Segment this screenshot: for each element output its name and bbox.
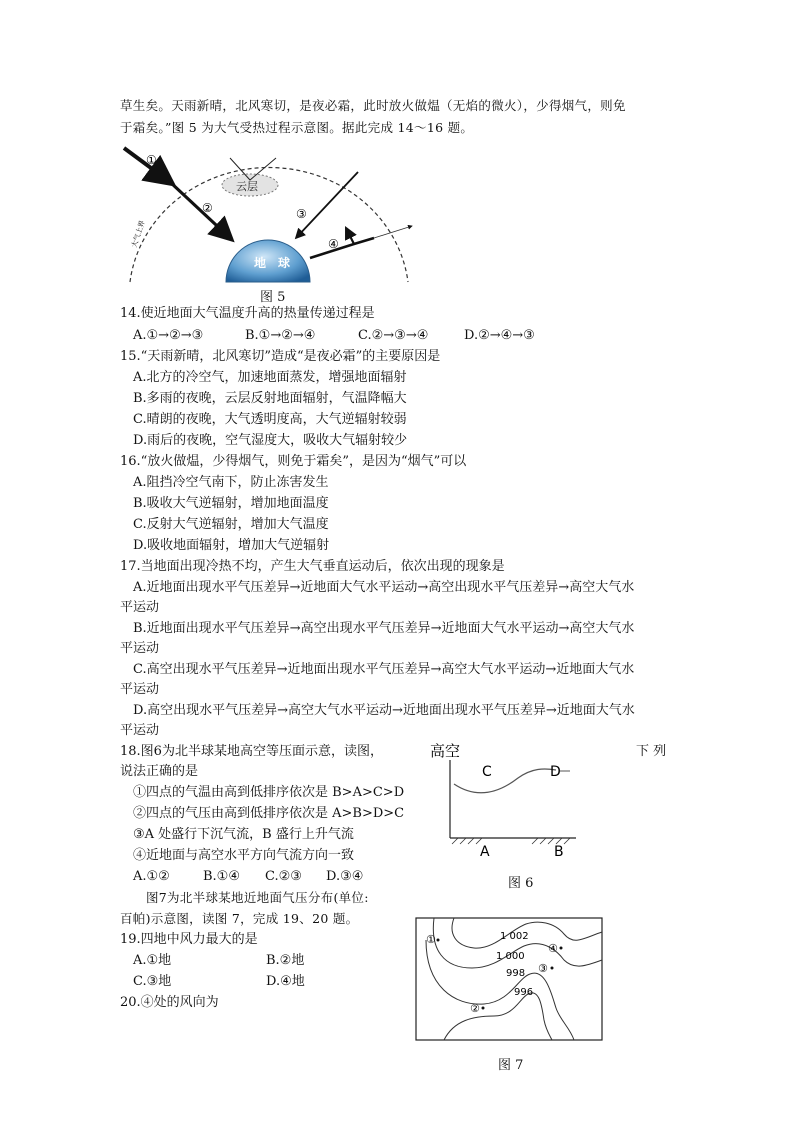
figure-7-caption: 图 7 [498, 1058, 524, 1073]
question-17-option-a-cont: 平运动 [120, 600, 160, 615]
point-a: A [480, 844, 490, 858]
point-b: B [554, 844, 564, 858]
isobaric-curve [454, 769, 556, 793]
question-20-stem: 20.④处的风向为 [120, 995, 219, 1010]
question-15-option-a: A.北方的冷空气，加速地面蒸发，增强地面辐射 [133, 370, 407, 385]
intro-19-line-1: 图7为北半球某地近地面气压分布(单位: [146, 890, 369, 905]
isobar-label-996: 996 [514, 987, 534, 998]
point-1: ① [426, 933, 436, 946]
point-4: ④ [548, 942, 558, 955]
arrow-2-line [170, 182, 230, 238]
question-15-option-d: D.雨后的夜晚，空气湿度大，吸收大气辐射较少 [133, 433, 408, 448]
question-19-stem: 19.四地中风力最大的是 [120, 932, 258, 947]
question-19-option-d: D.④地 [266, 974, 305, 989]
figure-6-caption: 图 6 [508, 876, 534, 891]
question-17-stem: 17.当地面出现冷热不均，产生大气垂直运动后，依次出现的现象是 [120, 559, 505, 574]
cloud-label: 云层 [236, 180, 258, 193]
atmosphere-boundary-label: 大气上界 [130, 219, 147, 249]
question-17-option-a: A.近地面出现水平气压差异→近地面大气水平运动→高空出现水平气压差异→高空大气水 [133, 580, 635, 595]
question-16-option-b: B.吸收大气逆辐射，增加地面温度 [133, 496, 329, 511]
question-18-option-a: A.①② [133, 869, 170, 884]
figure-7-isobar-map [414, 916, 606, 1044]
question-16-option-c: C.反射大气逆辐射，增加大气温度 [133, 517, 329, 532]
question-18-option-b: B.①④ [203, 869, 240, 884]
arrow-4-line [310, 238, 374, 258]
question-17-option-d: D.高空出现水平气压差异→高空大气水平运动→近地面出现水平气压差异→近地面大气水 [133, 703, 635, 718]
point-d: D [550, 764, 561, 780]
question-18-stem: 18.图6为北半球某地高空等压面示意，读图， [120, 744, 383, 759]
question-18-option-c: C.②③ [265, 869, 302, 884]
question-14-option-b: B.①→②→④ [245, 328, 316, 343]
point-3: ③ [538, 962, 548, 975]
question-18-option-d: D.③④ [326, 869, 364, 884]
question-14-option-c: C.②→③→④ [358, 328, 429, 343]
question-14-option-a: A.①→②→③ [133, 328, 204, 343]
question-15-option-c: C.晴朗的夜晚，大气透明度高，大气逆辐射较弱 [133, 412, 407, 427]
question-18-stem-tail: 下 列 [636, 744, 667, 759]
arrow-3-line [296, 172, 358, 238]
question-14-stem: 14.使近地面大气温度升高的热量传递过程是 [120, 306, 375, 321]
figure-6-title: 高空 [430, 742, 461, 760]
question-18-stem-b: 说法正确的是 [120, 764, 199, 779]
arrow-1-label: ① [146, 153, 157, 167]
arrow-3-label: ③ [296, 207, 307, 221]
earth-label: 地 球 [254, 256, 291, 270]
question-18-statement-2: ②四点的气压由高到低排序依次是 A>B>D>C [133, 806, 405, 821]
intro-line-2: 于霜矣。”图 5 为大气受热过程示意图。据此完成 14～16 题。 [120, 120, 474, 135]
question-16-stem: 16.“放火做煴，少得烟气，则免于霜矣”，是因为“烟气”可以 [120, 454, 467, 469]
question-19-option-b: B.②地 [266, 953, 305, 968]
question-18-statement-1: ①四点的气温由高到低排序依次是 B>A>C>D [133, 785, 405, 800]
isobar-label-1000: 1 000 [496, 951, 525, 962]
question-17-option-c: C.高空出现水平气压差异→近地面出现水平气压差异→高空大气水平运动→近地面大气水 [133, 662, 635, 677]
question-18-statement-4: ④近地面与高空水平方向气流方向一致 [133, 848, 355, 863]
isobar-label-998: 998 [506, 968, 526, 979]
question-15-option-b: B.多雨的夜晚，云层反射地面辐射，气温降幅大 [133, 391, 407, 406]
isobar-label-1002: 1 002 [500, 931, 529, 942]
question-17-option-b: B.近地面出现水平气压差异→高空出现水平气压差异→近地面大气水平运动→高空大气水 [133, 621, 635, 636]
figure-5-atmosphere-heating [118, 140, 418, 285]
point-c: C [482, 764, 492, 780]
intro-line-1: 草生矣。天雨新晴，北风寒切，是夜必霜，此时放火做煴（无焰的微火），少得烟气，则免 [120, 98, 626, 113]
question-17-option-d-cont: 平运动 [120, 723, 160, 738]
question-14-option-d: D.②→④→③ [464, 328, 535, 343]
question-15-stem: 15.“天雨新晴，北风寒切”造成“是夜必霜”的主要原因是 [120, 349, 441, 364]
arrow-2-label: ② [202, 201, 213, 215]
figure-5-caption: 图 5 [260, 290, 286, 305]
question-17-option-b-cont: 平运动 [120, 641, 160, 656]
figure-6-isobaric-surface [428, 740, 588, 858]
question-16-option-a: A.阻挡冷空气南下，防止冻害发生 [133, 475, 329, 490]
arrow-4-label: ④ [328, 237, 339, 251]
question-18-statement-3: ③A 处盛行下沉气流，B 盛行上升气流 [133, 827, 354, 842]
intro-19-line-2: 百帕)示意图，读图 7，完成 19、20 题。 [120, 911, 359, 926]
question-19-option-a: A.①地 [133, 953, 172, 968]
question-17-option-c-cont: 平运动 [120, 682, 160, 697]
point-2: ② [470, 1002, 480, 1015]
question-19-option-c: C.③地 [133, 974, 172, 989]
question-16-option-d: D.吸收地面辐射，增加大气逆辐射 [133, 538, 330, 553]
